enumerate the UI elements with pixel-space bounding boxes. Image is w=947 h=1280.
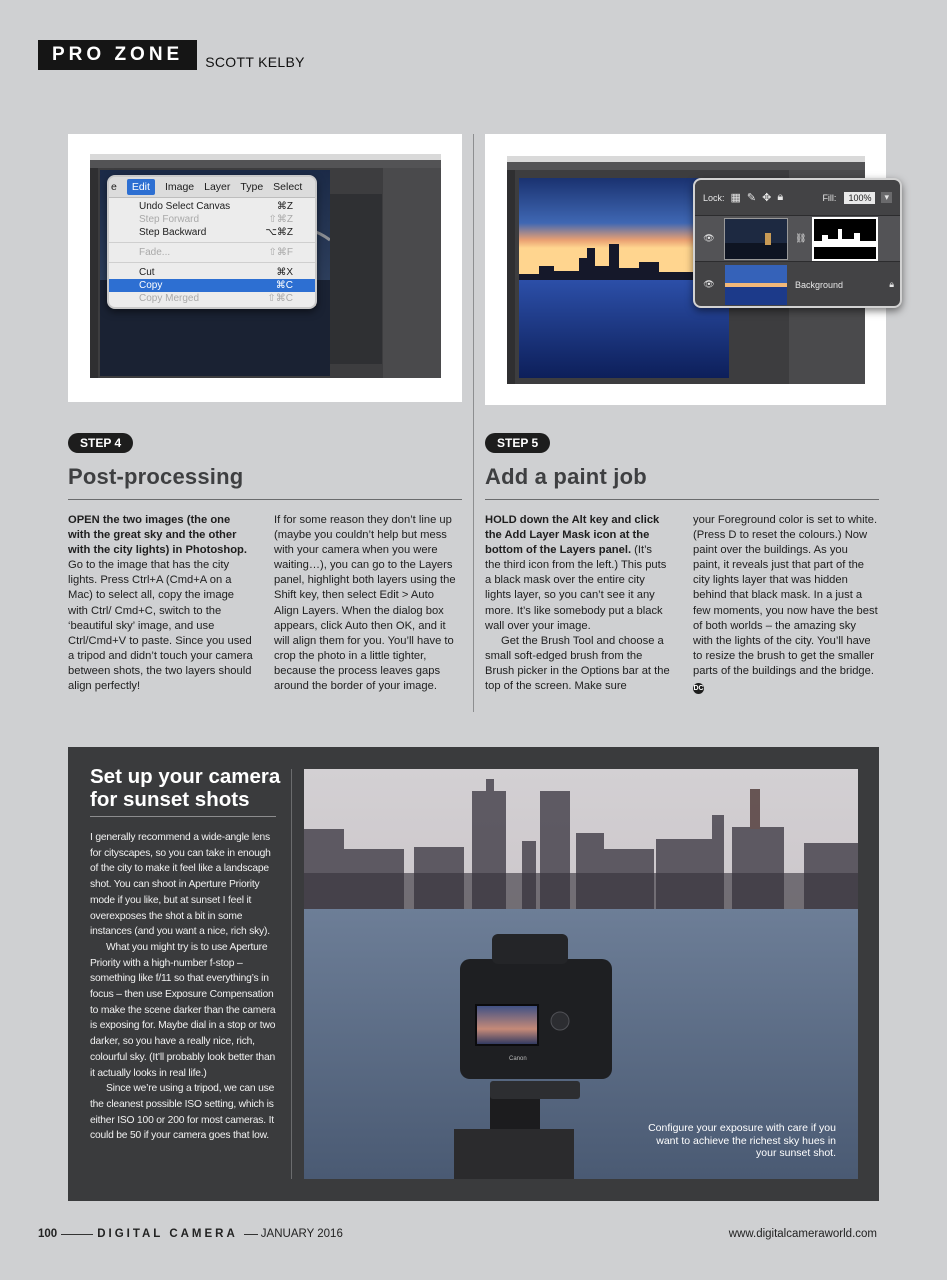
menu-item-step-forward[interactable]: Step Forward ⇧⌘Z bbox=[139, 214, 293, 225]
lead-text: OPEN the two images (the one with the great sky and the other with the city lights) in Photoshop. bbox=[68, 514, 247, 557]
page-number: 100 bbox=[38, 1228, 58, 1240]
footer-rule bbox=[61, 1234, 93, 1235]
issue-date: JANUARY 2016 bbox=[260, 1228, 343, 1240]
layer-thumbnail bbox=[725, 265, 787, 305]
eye-icon[interactable]: 👁︎ bbox=[703, 233, 715, 243]
menu-item-step-backward[interactable]: Step Backward ⌥⌘Z bbox=[139, 227, 293, 238]
page-header bbox=[38, 40, 305, 70]
menubar-item-edit[interactable]: Edit bbox=[127, 179, 155, 195]
menu-item-cut[interactable]: Cut ⌘X bbox=[139, 267, 293, 278]
step-heading: Post-processing bbox=[68, 464, 244, 489]
step4-column-1 bbox=[68, 513, 253, 694]
body-text: If for some reason they don’t line up (maybe you couldn’t help but mess with your camera when you were waiting…), you can go to the Layers panel, highlight both layers using the Shift key, then select Edit > Auto Align Layers. When the dialog box appears, click Auto then OK, and it will align them for you. You’ll have to crop the photo in a little tighter, because the process leaves gaps around the border of your image. bbox=[274, 514, 456, 693]
menubar-item[interactable]: Image bbox=[164, 181, 195, 193]
layers-lock-bar bbox=[695, 180, 900, 216]
author-name: SCOTT KELBY bbox=[205, 54, 305, 70]
layer-name: Background bbox=[795, 279, 844, 290]
lock-icon[interactable]: 🔒︎ bbox=[777, 191, 784, 203]
menu-bar bbox=[109, 177, 315, 198]
magazine-name: DIGITAL CAMERA bbox=[97, 1228, 238, 1240]
photo-caption: Configure your exposure with care if you want to achieve the richest sky hues in your sunset shot. bbox=[648, 1122, 836, 1160]
footer-rule bbox=[244, 1234, 258, 1235]
body-text: Go to the image that has the city lights. Press Ctrl+A (Cmd+A on a Mac) to select all, copy the image with Ctrl/ Cmd+C, switch to the ‘beautiful sky’ image, and use Ctrl/Cmd+V to paste. Since you used a tripod and didn’t touch your camera between shots, the two layers should align perfectly! bbox=[68, 559, 253, 693]
link-icon: ⛓︎ bbox=[795, 233, 807, 243]
step-label: STEP 5 bbox=[485, 433, 550, 453]
section-badge: PRO ZONE bbox=[38, 40, 197, 70]
body-text: (It’s the third icon from the left.) This puts a black mask over the entire city lights layer, so you can’t see it any more. It’s like somebody put a black wall over your image. bbox=[485, 544, 667, 632]
lock-icon: 🔒︎ bbox=[889, 279, 894, 289]
lead-text: HOLD down the Alt key and click the Add Layer Mask icon at the bottom of the Layers panel. bbox=[485, 514, 660, 557]
menubar-item[interactable]: Layer bbox=[204, 181, 231, 193]
step5-column-1 bbox=[485, 513, 670, 694]
edit-menu-popout bbox=[107, 175, 317, 309]
tip-box bbox=[68, 747, 879, 1201]
heading-rule bbox=[68, 499, 462, 500]
chevron-down-icon[interactable]: ▾ bbox=[881, 192, 892, 203]
layer-row-background[interactable] bbox=[695, 262, 900, 308]
column-divider bbox=[473, 134, 474, 712]
step-heading: Add a paint job bbox=[485, 464, 647, 489]
menubar-item[interactable]: e bbox=[111, 181, 117, 193]
lock-label: Lock: bbox=[703, 192, 725, 203]
layers-panel-popout bbox=[693, 178, 902, 308]
layer-mask-thumbnail[interactable] bbox=[814, 219, 876, 259]
menubar-item[interactable]: Type bbox=[240, 181, 264, 193]
step4-column-2 bbox=[274, 513, 459, 694]
camera-brand: Canon bbox=[509, 1056, 527, 1062]
tip-body bbox=[90, 830, 276, 1144]
fill-label: Fill: bbox=[822, 192, 837, 203]
body-text: Get the Brush Tool and choose a small soft-edged brush from the Brush picker in the Options bar at the top of the screen. Make sure bbox=[485, 634, 670, 693]
body-text: your Foreground color is set to white. (Press D to reset the colours.) Now paint over the buildings. As you paint, it reveals just that part of the city lights layer that was hidden behind that black mask. In a just a few moments, you now have the best of both worlds – the amazing sky with the lights of the city. You’ll have to resize the brush to get the smaller parts of the buildings and the bridge. bbox=[693, 514, 878, 677]
website-url[interactable]: www.digitalcameraworld.com bbox=[728, 1228, 877, 1240]
tip-title-rule bbox=[90, 816, 276, 817]
tip-title: Set up your camera for sunset shots bbox=[90, 765, 281, 811]
tip-paragraph: I generally recommend a wide-angle lens for cityscapes, so you can take in enough of the city to make it feel like a landscape shot. You can shoot in Aperture Priority mode if you like, but at sunset I feel it overexposes the shot a bit in some instances (and you want a nice, rich sky). bbox=[90, 832, 271, 938]
step5-column-2 bbox=[693, 513, 878, 694]
brush-icon[interactable]: ✎ bbox=[746, 192, 757, 204]
lock-pixels-icon[interactable]: ▦ bbox=[730, 192, 741, 204]
camera-on-tripod-photo bbox=[304, 769, 858, 1179]
tip-paragraph: What you might try is to use Aperture Priority with a high-number f-stop – something like f/11 so that everything’s in focus – then use Exposure Compensation to make the scene darker than the camera is exposing for. Maybe dial in a stop or two darker, so you have a really nice, rich, colourful sky. (It’ll probably look better than it actually looks in real life.) bbox=[90, 941, 276, 1079]
layer-thumbnail bbox=[725, 219, 787, 259]
end-mark-icon: DC bbox=[693, 685, 704, 693]
camera-photo bbox=[304, 769, 858, 1179]
heading-rule bbox=[485, 499, 879, 500]
tip-divider bbox=[291, 769, 292, 1179]
tip-paragraph: Since we’re using a tripod, we can use the cleanest possible ISO setting, which is either ISO 100 or 200 for most cameras. It could be 50 if your camera goes that low. bbox=[90, 1083, 275, 1142]
step-label: STEP 4 bbox=[68, 433, 133, 453]
menu-item-copy[interactable]: Copy ⌘C bbox=[109, 279, 315, 292]
menu-item-fade[interactable]: Fade... ⇧⌘F bbox=[139, 247, 293, 258]
page-footer bbox=[38, 1228, 877, 1244]
menubar-item[interactable]: Select bbox=[273, 181, 303, 193]
menu-item-copy-merged[interactable]: Copy Merged ⇧⌘C bbox=[139, 293, 293, 304]
move-icon[interactable]: ✥ bbox=[762, 192, 772, 204]
menu-item-undo[interactable]: Undo Select Canvas ⌘Z bbox=[139, 201, 293, 212]
eye-icon[interactable]: 👁︎ bbox=[703, 279, 715, 289]
layer-row-city-lights[interactable] bbox=[695, 216, 900, 262]
fill-input[interactable]: 100% bbox=[844, 192, 875, 204]
